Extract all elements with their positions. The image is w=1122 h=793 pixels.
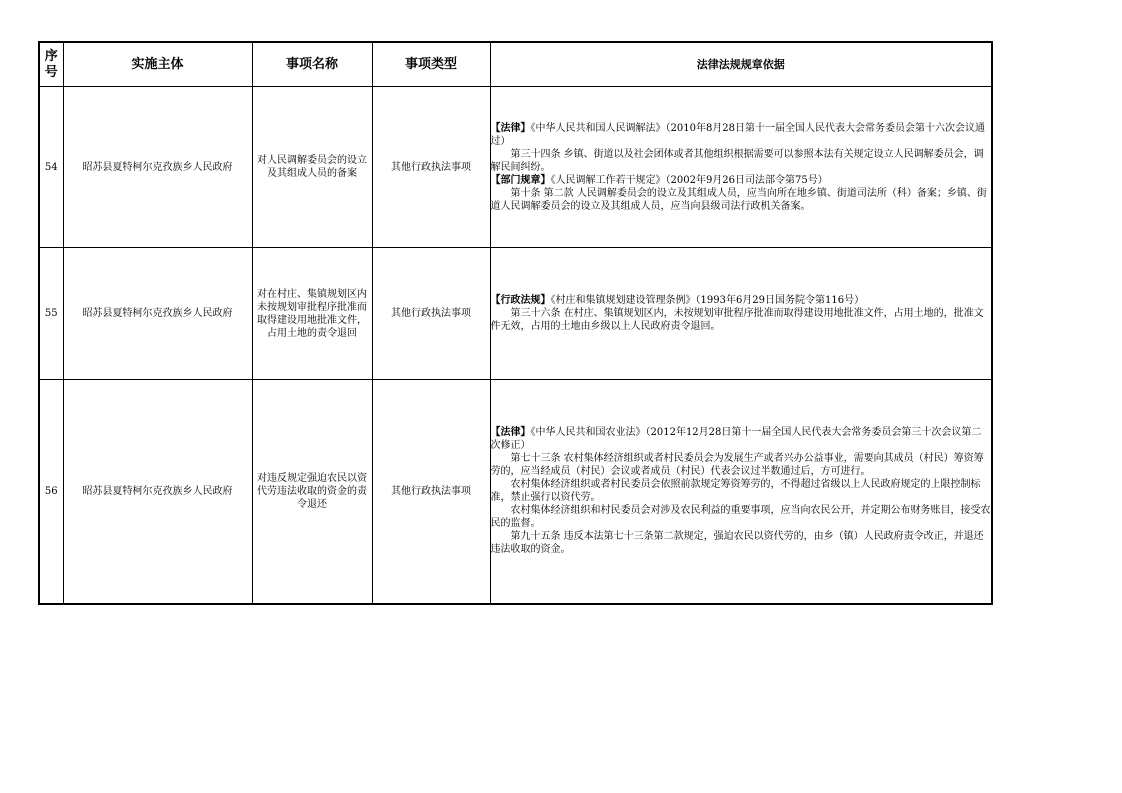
basis-text: 《村庄和集镇规划建设管理条例》（1993年6月29日国务院令第116号） xyxy=(550,295,865,306)
row-basis xyxy=(490,248,992,380)
basis-tag: 【行政法规】 xyxy=(490,295,551,306)
basis-tag: 【法律】 xyxy=(490,122,531,134)
basis-paragraph xyxy=(491,504,992,530)
row-item-name: 对违反规定强迫农民以资代劳违法收取的资金的责令退还 xyxy=(252,380,372,604)
basis-text: 第九十五条 违反本法第七十三条第二款规定，强迫农民以资代劳的，由乡（镇）人民政府责令改正，并退还违法收取的资金。 xyxy=(490,531,984,556)
table-row xyxy=(39,87,992,248)
basis-paragraph xyxy=(491,307,992,333)
basis-paragraph xyxy=(491,426,992,452)
basis-tag: 【法律】 xyxy=(490,427,531,439)
basis-text: 《人民调解工作若干规定》（2002年9月26日司法部令第75号） xyxy=(550,174,828,186)
table-row xyxy=(39,248,992,380)
row-basis xyxy=(490,380,992,604)
basis-text: 第三十四条 乡镇、街道以及社会团体或者其他组织根据需要可以参照本法有关规定设立人民调解委员会，调解民间纠纷。 xyxy=(490,148,984,173)
row-basis xyxy=(490,87,992,248)
header-basis: 法律法规规章依据 xyxy=(490,42,992,87)
basis-paragraph xyxy=(491,122,992,148)
basis-tag: 【部门规章】 xyxy=(490,174,551,186)
row-seq: 56 xyxy=(39,380,63,604)
basis-paragraph xyxy=(491,452,992,478)
basis-text: 第三十六条 在村庄、集镇规划区内，未按规划审批程序批准而取得建设用地批准文件，占用土地的，批准文件无效，占用的土地由乡级以上人民政府责令退回。 xyxy=(490,308,984,332)
basis-paragraph xyxy=(491,294,992,307)
row-seq: 55 xyxy=(39,248,63,380)
basis-paragraph xyxy=(491,530,992,556)
row-item-type: 其他行政执法事项 xyxy=(372,248,490,380)
basis-text: 《中华人民共和国人民调解法》（2010年8月28日第十一届全国人民代表大会常务委员会第十六次会议通过） xyxy=(490,122,986,147)
row-subject: 昭苏县夏特柯尔克孜族乡人民政府 xyxy=(63,248,252,380)
header-item-type: 事项类型 xyxy=(372,42,490,87)
header-row xyxy=(39,42,992,87)
basis-paragraph xyxy=(491,174,992,187)
row-item-name: 对在村庄、集镇规划区内未按规划审批程序批准而取得建设用地批准文件，占用土地的责令退回 xyxy=(252,248,372,380)
basis-text: 第十条 第二款 人民调解委员会的设立及其组成人员，应当向所在地乡镇、街道司法所（科）备案；乡镇、街道人民调解委员会的设立及其组成人员，应当向县级司法行政机关备案。 xyxy=(490,187,987,212)
row-subject: 昭苏县夏特柯尔克孜族乡人民政府 xyxy=(63,380,252,604)
header-seq: 序号 xyxy=(39,42,63,87)
basis-paragraph xyxy=(491,148,992,174)
basis-text: 第七十三条 农村集体经济组织或者村民委员会为发展生产或者兴办公益事业，需要向其成员（村民）筹资筹劳的，应当经成员（村民）会议或者成员（村民）代表会议过半数通过后，方可进行。 xyxy=(490,453,984,478)
matters-table xyxy=(38,41,993,605)
basis-text: 农村集体经济组织和村民委员会对涉及农民利益的重要事项，应当向农民公开，并定期公布财务账目，接受农民的监督。 xyxy=(490,505,991,530)
basis-text: 《中华人民共和国农业法》（2012年12月28日第十一届全国人民代表大会常务委员会第三十次会议第二次修正） xyxy=(490,427,982,452)
row-item-name: 对人民调解委员会的设立及其组成人员的备案 xyxy=(252,87,372,248)
header-item-name: 事项名称 xyxy=(252,42,372,87)
row-subject: 昭苏县夏特柯尔克孜族乡人民政府 xyxy=(63,87,252,248)
table-row xyxy=(39,380,992,604)
row-item-type: 其他行政执法事项 xyxy=(372,380,490,604)
header-subject: 实施主体 xyxy=(63,42,252,87)
row-item-type: 其他行政执法事项 xyxy=(372,87,490,248)
row-seq: 54 xyxy=(39,87,63,248)
basis-paragraph xyxy=(491,187,992,213)
basis-text: 农村集体经济组织或者村民委员会依照前款规定筹资筹劳的，不得超过省级以上人民政府规定的上限控制标准，禁止强行以资代劳。 xyxy=(490,479,981,504)
basis-paragraph xyxy=(491,478,992,504)
